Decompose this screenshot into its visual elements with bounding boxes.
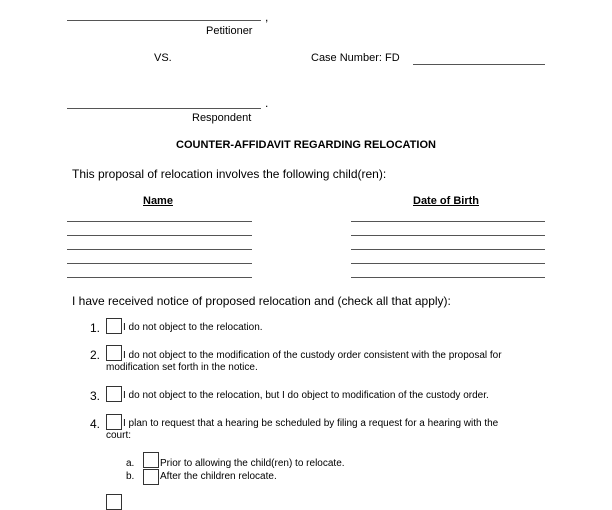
item-1-text: I do not object to the relocation. [123, 322, 263, 333]
children-intro: This proposal of relocation involves the following child(ren): [72, 167, 387, 181]
child-dob-line[interactable] [351, 235, 545, 236]
item-2-text-line1: I do not object to the modification of the custody order consistent with the proposal for [123, 350, 502, 361]
vs-label: VS. [154, 52, 172, 64]
item-5-checkbox[interactable] [106, 494, 122, 510]
child-name-line[interactable] [67, 263, 252, 264]
case-number-label: Case Number: FD [311, 52, 400, 64]
item-4-text-line2: court: [106, 430, 132, 441]
child-name-line[interactable] [67, 221, 252, 222]
item-3-checkbox[interactable] [106, 386, 122, 402]
item-number: 3. [90, 389, 101, 403]
child-dob-line[interactable] [351, 249, 545, 250]
child-name-line[interactable] [67, 249, 252, 250]
child-dob-line[interactable] [351, 263, 545, 264]
subitem-a-checkbox[interactable] [143, 452, 159, 468]
item-number: 1. [90, 321, 101, 335]
item-4-text-line1: I plan to request that a hearing be scheduled by filing a request for a hearing with the [123, 418, 499, 429]
dob-column-header: Date of Birth [413, 195, 479, 207]
item-2-checkbox[interactable] [106, 345, 122, 361]
respondent-period: . [265, 96, 269, 110]
item-1-checkbox[interactable] [106, 318, 122, 334]
petitioner-signature-line[interactable] [67, 20, 261, 21]
notice-text: I have received notice of proposed relocation and (check all that apply): [72, 294, 451, 308]
name-column-header: Name [143, 195, 173, 207]
subitem-letter: a. [126, 458, 135, 469]
item-4-checkbox[interactable] [106, 414, 122, 430]
item-3-text: I do not object to the relocation, but I do object to modification of the custody order. [123, 390, 489, 401]
item-number: 4. [90, 417, 101, 431]
subitem-a-text: Prior to allowing the child(ren) to relocate. [160, 458, 345, 469]
respondent-signature-line[interactable] [67, 108, 261, 109]
document-title: COUNTER-AFFIDAVIT REGARDING RELOCATION [176, 139, 436, 151]
item-number: 2. [90, 348, 101, 362]
child-name-line[interactable] [67, 235, 252, 236]
case-number-line[interactable] [413, 64, 545, 65]
child-dob-line[interactable] [351, 277, 545, 278]
subitem-b-checkbox[interactable] [143, 469, 159, 485]
petitioner-label: Petitioner [206, 25, 253, 37]
subitem-letter: b. [126, 471, 135, 482]
item-2-text-line2: modification set forth in the notice. [106, 362, 258, 373]
child-dob-line[interactable] [351, 221, 545, 222]
child-name-line[interactable] [67, 277, 252, 278]
petitioner-comma: , [265, 10, 269, 24]
subitem-b-text: After the children relocate. [160, 471, 277, 482]
respondent-label: Respondent [192, 112, 252, 124]
